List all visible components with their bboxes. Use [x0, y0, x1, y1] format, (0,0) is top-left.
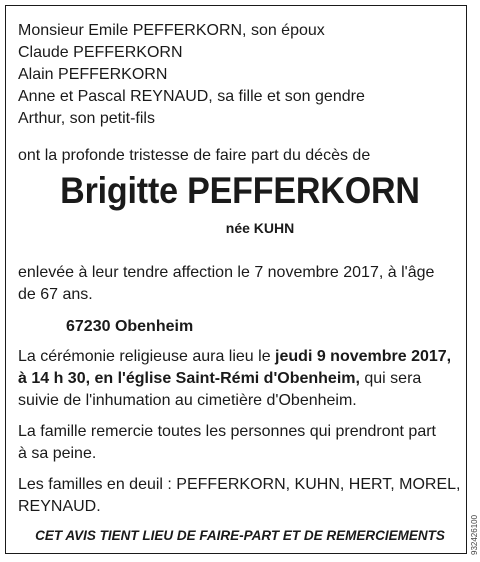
death-line-1: enlevée à leur tendre affection le 7 novembre 2017, à l'âge	[18, 264, 435, 281]
family-line-3: Alain PEFFERKORN	[18, 66, 168, 83]
ceremony-text-2: qui sera	[359, 370, 422, 387]
thanks-line-2: à sa peine.	[18, 445, 97, 462]
ceremony-line-2	[18, 368, 421, 390]
ceremony-line-3: suivie de l'inhumation au cimetière d'Obenheim.	[18, 392, 357, 409]
ceremony-text-1: La cérémonie religieuse aura lieu le	[18, 348, 276, 365]
death-line-2: de 67 ans.	[18, 286, 93, 303]
mourning-line-1: Les familles en deuil : PEFFERKORN, KUHN, HERT, MOREL,	[18, 476, 461, 493]
ceremony-line-1	[18, 346, 451, 368]
location: 67230 Obenheim	[66, 318, 194, 335]
family-line-4: Anne et Pascal REYNAUD, sa fille et son gendre	[18, 88, 365, 105]
mourning-line-2: REYNAUD.	[18, 498, 101, 515]
reference-number: 932426100	[470, 514, 479, 555]
maiden-name: née KUHN	[225, 220, 295, 236]
family-line-5: Arthur, son petit-fils	[18, 110, 155, 127]
intro-text: ont la profonde tristesse de faire part du décès de	[18, 147, 371, 164]
family-line-1: Monsieur Emile PEFFERKORN, son époux	[18, 22, 325, 39]
ceremony-time-place: à 14 h 30, en l'église Saint-Rémi d'Obenheim,	[18, 370, 360, 387]
family-line-2: Claude PEFFERKORN	[18, 44, 183, 61]
thanks-line-1: La famille remercie toutes les personnes qui prendront part	[18, 423, 436, 440]
deceased-name: Brigitte PEFFERKORN	[60, 170, 420, 211]
footer-notice: CET AVIS TIENT LIEU DE FAIRE-PART ET DE REMERCIEMENTS	[35, 528, 445, 543]
ceremony-date: jeudi 9 novembre 2017,	[275, 348, 452, 365]
